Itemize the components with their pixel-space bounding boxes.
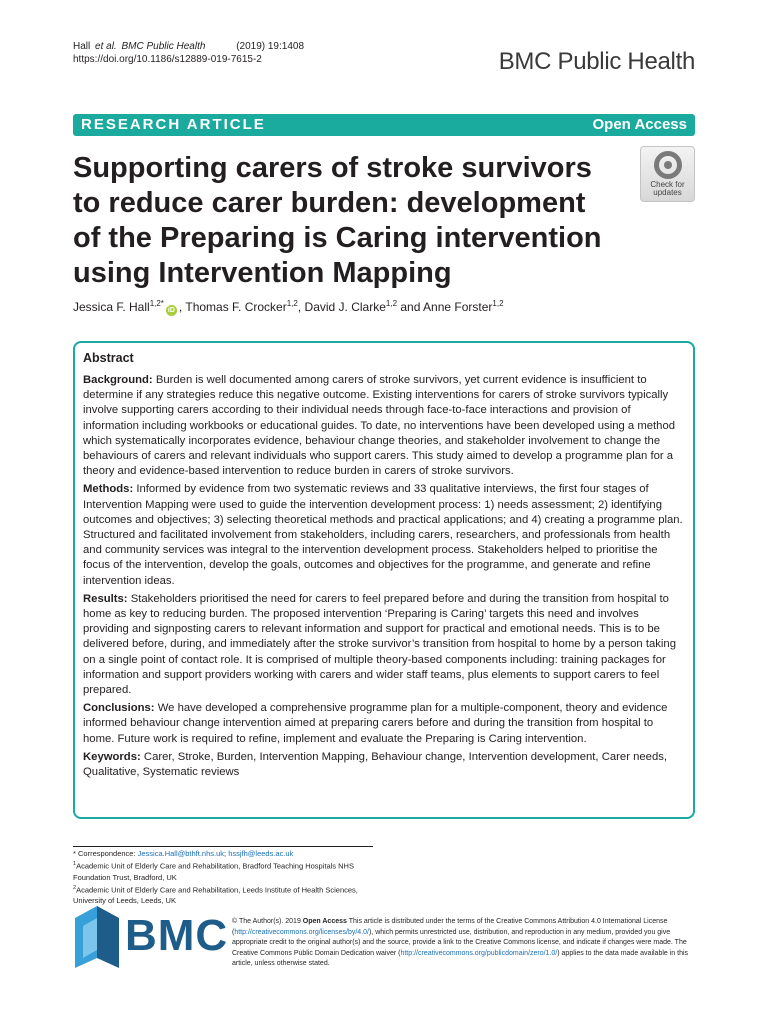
check-updates-line2: updates [653,188,682,197]
author-name: Jessica F. Hall [73,300,150,314]
abstract-methods: Methods: Informed by evidence from two systematic reviews and 33 qualitative interviews, the first four stages of Intervention Mapping were used to guide the intervention development process: 1) needs assessment; 2) identifying outcomes and objectives; 3) selecting theoretical methods and practical applications; and 4) creating a programme plan. Structured and facilitated involvement from stakeholders, including carers, researchers, and professionals from health and community services was integral to the intervention development process. Stakeholders helped to prioritise the focus of the intervention, develop the goals, outcomes and objectives for the programme, and generate and refine intervention ideas. [83,483,683,587]
affiliation-1: $^1$Academic Unit of Elderly Care and Rehabilitation, Bradford Teaching Hospitals NHS Foundation Trust, Bradford, UK [73,861,354,882]
article-type-label: RESEARCH ARTICLE [81,116,266,133]
open-access-label: Open Access [592,116,687,133]
email-link[interactable]: hssjfh@leeds.ac.uk [228,849,294,858]
cite-authors: Hall [73,41,91,52]
check-for-updates-badge[interactable] [640,146,695,202]
bmc-logo-text: BMC [125,911,229,960]
abstract-box [73,341,695,819]
author-list: Jessica F. Hall$^{1,2*}$iD , Thomas F. Crocker$^{1,2}$, David J. Clarke$^{1,2}$ and Anne Forster$^{1,2}$ [73,299,504,314]
crossmark-icon [654,151,682,179]
author-name: Anne Forster [423,300,493,314]
email-link[interactable]: Jessica.Hall@bthft.nhs.uk [137,849,225,858]
abstract-background: Background: Burden is well documented among carers of stroke survivors, yet current evidence is insufficient to determine if any strategies reduce this negative outcome. Existing interventions for carers of stroke survivors typically involve supporting carers according to their individual needs through face-to-face interactions and provision of information including workbooks or educational guides. To date, no interventions have been developed using a method which systematically incorporates evidence, behaviour change theories, and stakeholder involvement to change the behaviours of carers and relevant individuals who support carers. This study aimed to develop a programme plan for a theory and evidence-based intervention to reduce burden in carers of stroke survivors. [83,374,676,478]
author-affiliation: 1,2 [492,299,504,308]
cite-year-volume: (2019) 19:1408 [236,41,305,52]
footnote-divider [73,846,373,847]
author-affiliation: 1,2 [286,299,298,308]
cite-journal: BMC Public Health [121,41,206,52]
correspondence: * Correspondence: Jessica.Hall@bthft.nhs.uk; hssjfh@leeds.ac.uk [73,849,294,858]
license-statement: © The Author(s). 2019 Open Access This article is distributed under the terms of the Creative Commons Attribution 4.0 International License (http://creativecommons.org/licenses/by/4.0/), which permits unrestricted use, distribution, and reproduction in any medium, provided you give appropriate credit to the original author(s) and the source, provide a link to the Creative Commons license, and indicate if changes were made. The Creative Commons Public Domain Dedication waiver (http://creativecommons.org/publicdomain/zero/1.0/) applies to the data made available in this article, unless otherwise stated. [232,918,689,967]
article-type-banner [73,114,695,136]
running-header [73,40,306,66]
bmc-logo [73,904,229,970]
affiliation-2: $^2$Academic Unit of Elderly Care and Rehabilitation, Leeds Institute of Health Sciences, University of Leeds, Leeds, UK [73,884,358,905]
abstract-keywords: Keywords: Carer, Stroke, Burden, Intervention Mapping, Behaviour change, Intervention development, Carer needs, Qualitative, Systematic reviews [83,750,668,779]
waiver-link[interactable]: http://creativecommons.org/publicdomain/zero/1.0/ [400,949,558,957]
article-title: Supporting carers of stroke survivors to reduce carer burden: development of the Preparing is Caring intervention using Intervention Mapping [73,152,602,289]
author-name: Thomas F. Crocker [185,300,287,314]
bmc-logo-mark-icon [73,904,123,970]
author-name: David J. Clarke [304,300,386,314]
abstract-results: Results: Stakeholders prioritised the need for carers to feel prepared before and during the transition from hospital to home as key to reducing burden. The proposed intervention ‘Preparing is Caring’ targets this need and involves providing and signposting carers to relevant information and support for practical and emotional needs. This is to be delivered before, during, and immediately after the stroke survivor’s transition from hospital to home by a person taking on a single point of contact role. It is comprised of multiple theory-based components including: training packages for information and support providers working with carers and wider staff teams, plus elements to support carers to feel prepared. [83,592,676,697]
author-affiliation: 1,2* [149,299,164,308]
citation-line [73,40,306,53]
journal-brand: BMC Public Health [498,48,695,75]
license-link[interactable]: http://creativecommons.org/licenses/by/4.0/ [234,928,369,936]
author-affiliation: 1,2 [385,299,398,308]
doi-link[interactable]: https://doi.org/10.1186/s12889-019-7615-2 [73,54,262,65]
cite-etal: et al. [95,41,117,52]
footnotes [73,848,373,906]
abstract-conclusions: Conclusions: We have developed a comprehensive programme plan for a multiple-component, theory and evidence informed behaviour change intervention aimed at preparing carers before and during the transition from hospital to home. Future work is required to refine, implement and evaluate the Preparing is Caring intervention. [83,702,668,745]
check-updates-line1: Check for [650,180,685,189]
orcid-icon[interactable]: iD [167,307,175,314]
abstract-heading: Abstract [83,351,134,365]
